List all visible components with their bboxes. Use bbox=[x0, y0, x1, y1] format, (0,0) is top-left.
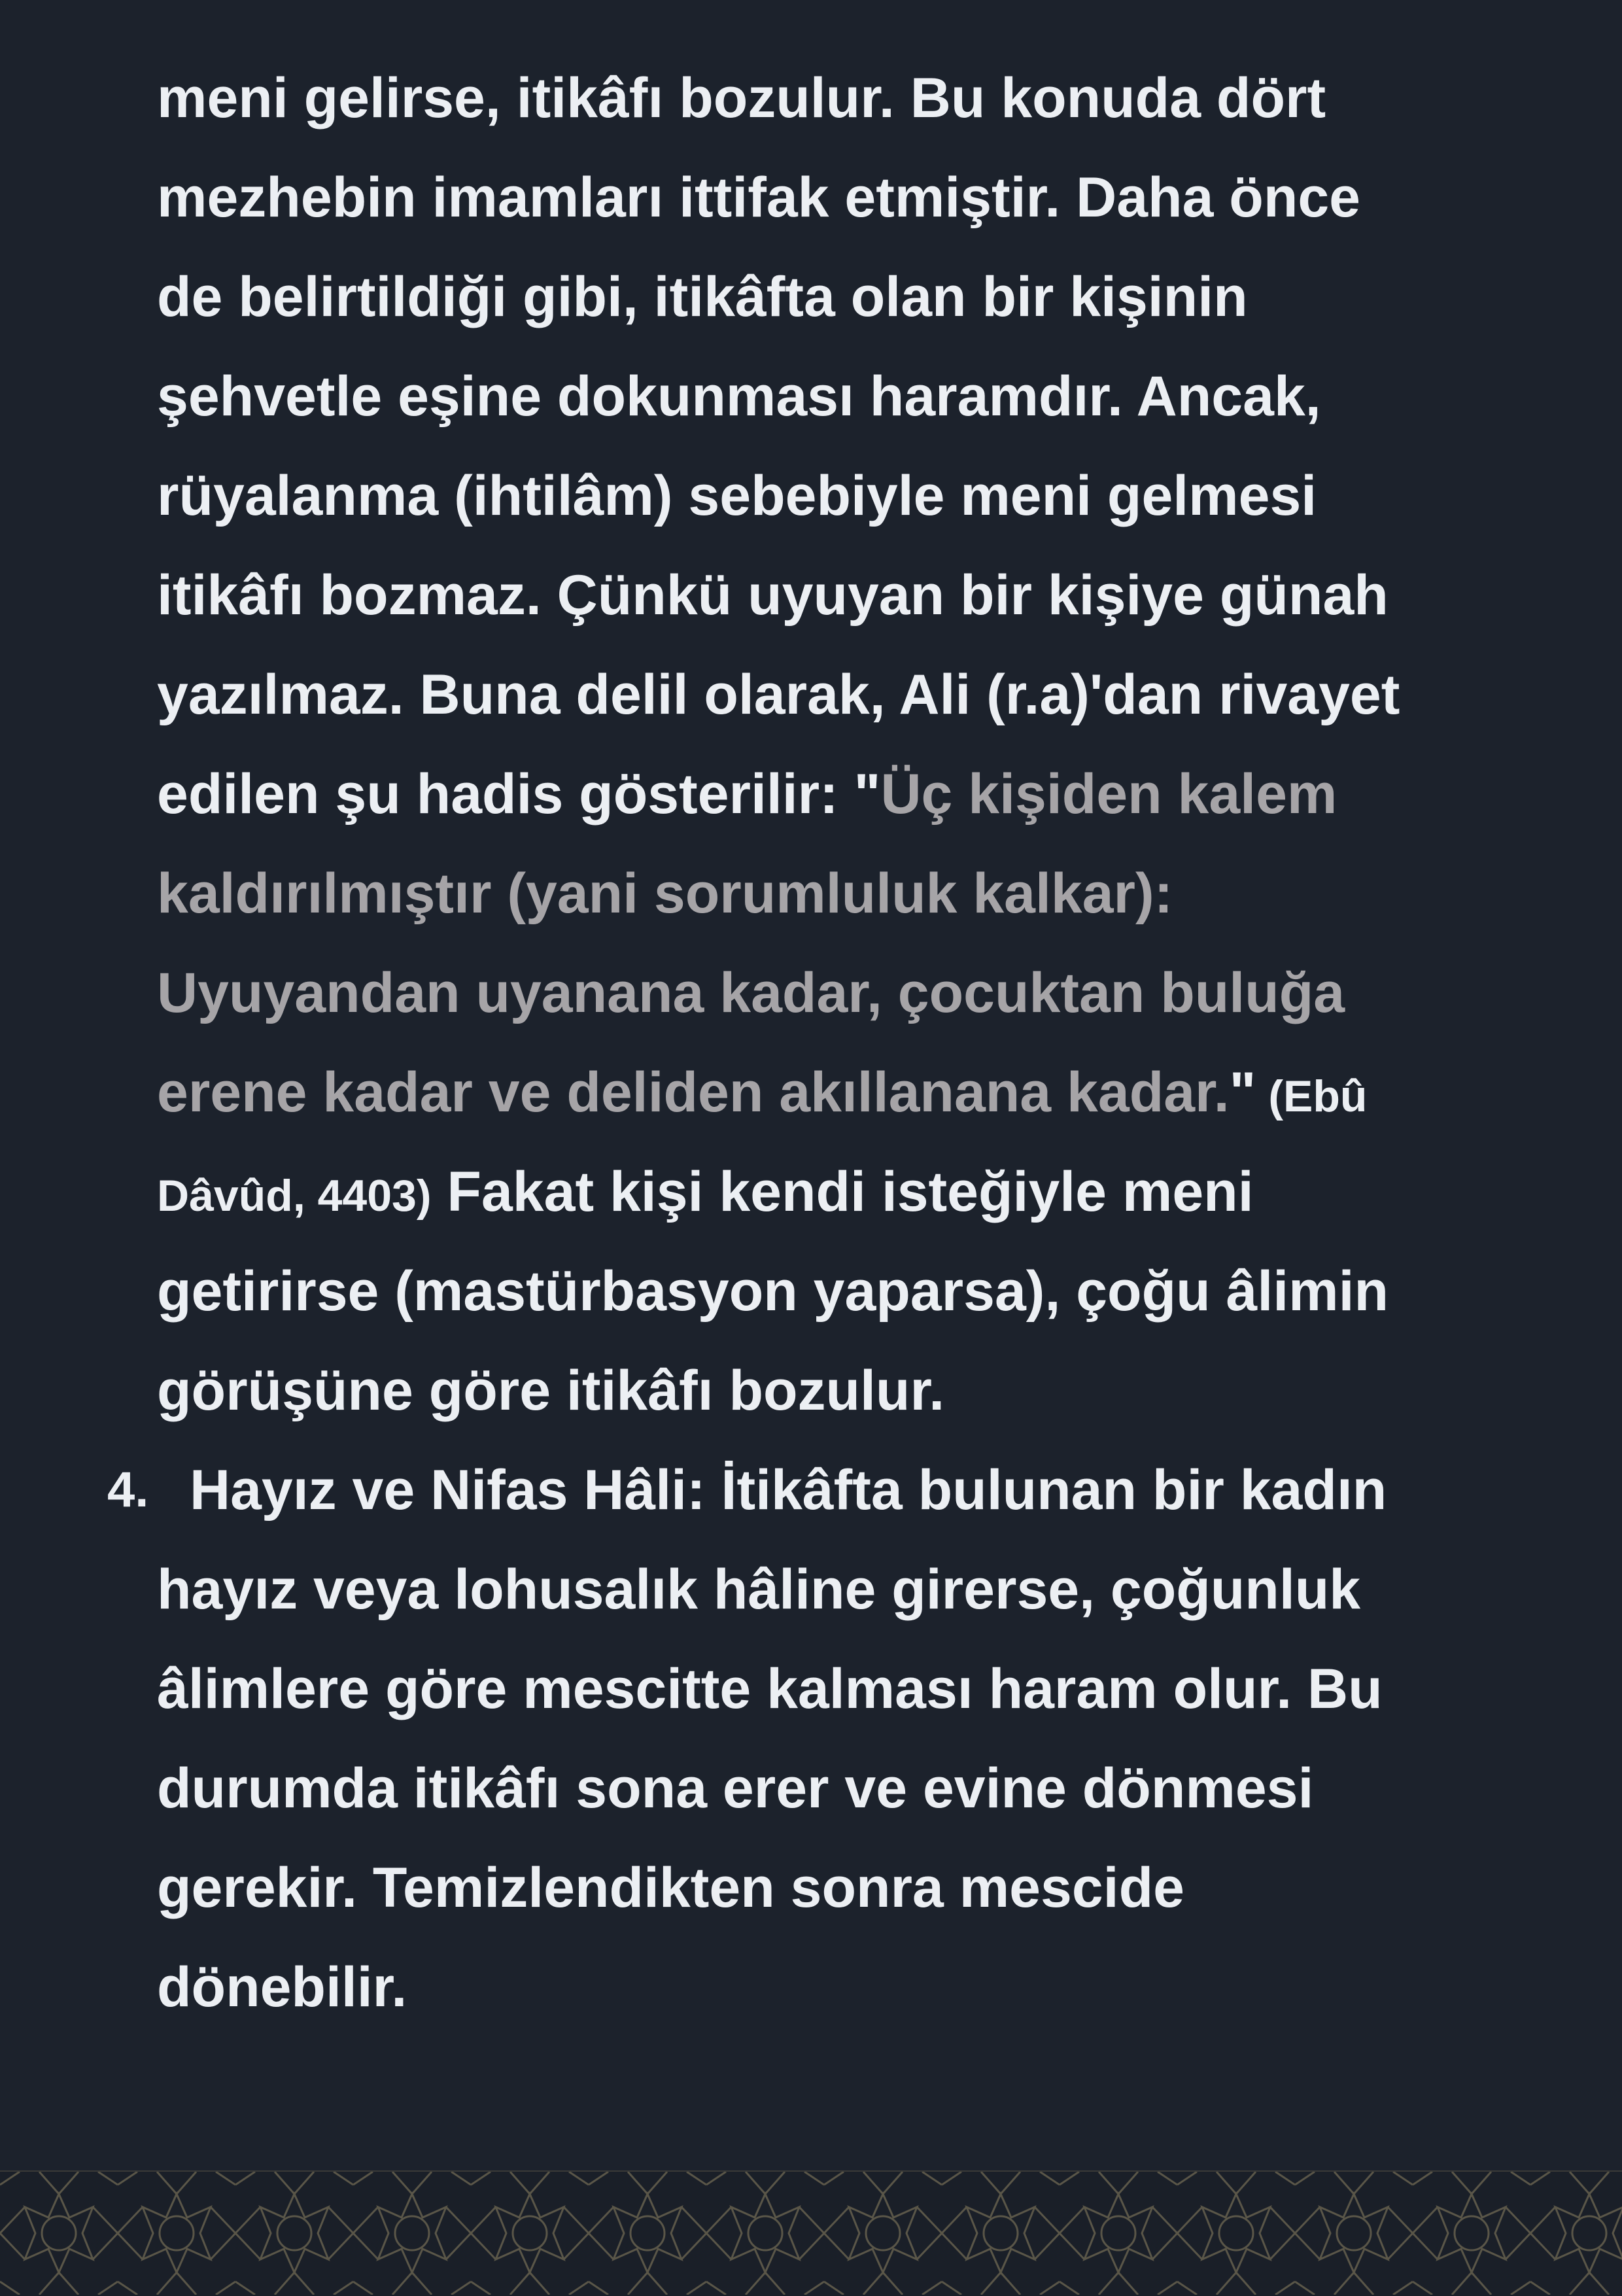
body-text-line: rüyalanma (ihtilâm) sebebiyle meni gelmesi bbox=[157, 464, 1317, 527]
hadith-quote: Uyuyandan uyanana kadar, çocuktan buluğa bbox=[157, 962, 1345, 1024]
body-text-line: şehvetle eşine dokunması haramdır. Ancak, bbox=[157, 365, 1321, 428]
ornamental-footer-band bbox=[0, 2170, 1622, 2296]
geometric-pattern bbox=[0, 2172, 1622, 2295]
list-item-number: 4. bbox=[107, 1462, 149, 1518]
body-text-line: yazılmaz. Buna delil olarak, Ali (r.a)'dan rivayet bbox=[157, 663, 1400, 726]
body-text-line: meni gelirse, itikâfı bozulur. Bu konuda dört bbox=[157, 67, 1326, 130]
body-text-segment: Fakat kişi kendi isteğiyle meni bbox=[431, 1160, 1254, 1223]
hadith-citation: Dâvûd, 4403) bbox=[157, 1171, 432, 1221]
body-text-line: mezhebin imamları ittifak etmiştir. Daha önce bbox=[157, 166, 1361, 229]
body-text-line: de belirtildiği gibi, itikâfta olan bir kişinin bbox=[157, 266, 1248, 328]
body-text-line bbox=[157, 1060, 1367, 1129]
body-text-line: âlimlere göre mescitte kalması haram olur. Bu bbox=[157, 1658, 1383, 1720]
hadith-quote: kaldırılmıştır (yani sorumluluk kalkar): bbox=[157, 862, 1173, 925]
body-text-line: durumda itikâfı sona erer ve evine dönmesi bbox=[157, 1757, 1314, 1820]
body-text-line: görüşüne göre itikâfı bozulur. bbox=[157, 1359, 945, 1422]
body-text-line: itikâfı bozmaz. Çünkü uyuyan bir kişiye günah bbox=[157, 564, 1389, 627]
body-text-line bbox=[157, 761, 1337, 827]
body-text-line: gerekir. Temizlendikten sonra mescide bbox=[157, 1856, 1184, 1919]
body-text-line: getirirse (mastürbasyon yaparsa), çoğu âlimin bbox=[157, 1260, 1389, 1323]
hadith-quote: erene kadar ve deliden akıllanana kadar. bbox=[157, 1061, 1230, 1124]
list-item-heading-line: Hayız ve Nifas Hâli: İtikâfta bulunan bir kadın bbox=[190, 1459, 1387, 1522]
body-text-line bbox=[157, 1159, 1254, 1228]
quote-close-mark: " bbox=[1229, 1061, 1256, 1124]
body-text-line: dönebilir. bbox=[157, 1956, 407, 2019]
hadith-quote: Üç kişiden kalem bbox=[880, 763, 1337, 826]
hadith-citation: (Ebû bbox=[1256, 1071, 1368, 1121]
body-text-segment: edilen şu hadis gösterilir: " bbox=[157, 763, 881, 826]
body-text-line: hayız veya lohusalık hâline girerse, çoğunluk bbox=[157, 1558, 1361, 1621]
